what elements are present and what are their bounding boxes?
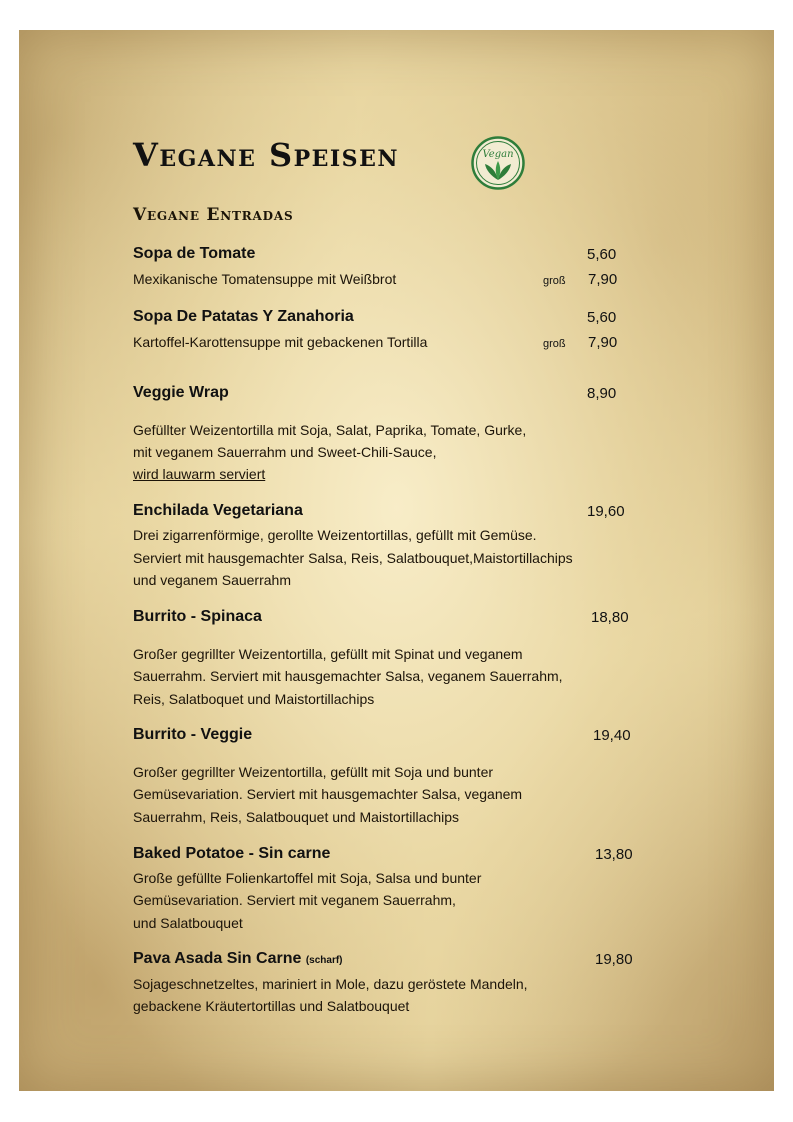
size-price: 7,90 xyxy=(588,271,618,288)
vegan-badge-icon xyxy=(471,136,525,190)
item-name: Burrito - Veggie xyxy=(133,726,253,743)
item-name: Baked Potatoe - Sin carne xyxy=(133,845,331,862)
item-description-line: Gemüsevariation. Serviert mit hausgemachter Salsa, veganem xyxy=(133,786,523,802)
item-description-line: mit veganem Sauerrahm und Sweet-Chili-Sauce, xyxy=(133,444,437,460)
item-name: Pava Asada Sin Carne xyxy=(133,950,302,967)
item-price: 19,40 xyxy=(593,727,631,744)
size-price: 7,90 xyxy=(588,334,618,351)
item-description-line: Gefüllter Weizentortilla mit Soja, Salat, Paprika, Tomate, Gurke, xyxy=(133,422,527,438)
item-description-line: und Salatbouquet xyxy=(133,915,243,931)
item-description-line: Gemüsevariation. Serviert mit veganem Sauerrahm, xyxy=(133,892,456,908)
item-description-line: Sauerrahm, Reis, Salatbouquet und Maistortillachips xyxy=(133,809,460,825)
item-description-line: Drei zigarrenförmige, gerollte Weizentortillas, gefüllt mit Gemüse. xyxy=(133,527,537,543)
item-price: 8,90 xyxy=(587,385,617,402)
item-price: 19,80 xyxy=(595,951,633,968)
page-title: Vegane Speisen xyxy=(133,136,399,174)
item-name: Veggie Wrap xyxy=(133,384,229,401)
badge-label: Vegan xyxy=(482,149,514,160)
item-description-line: Sauerrahm. Serviert mit hausgemachter Salsa, veganem Sauerrahm, xyxy=(133,668,563,684)
item-description-line: Großer gegrillter Weizentortilla, gefüllt mit Soja und bunter xyxy=(133,764,494,780)
item-description-line: Serviert mit hausgemachter Salsa, Reis, Salatbouquet,Maistortillachips xyxy=(133,550,573,566)
item-price: 18,80 xyxy=(591,609,629,626)
item-description-line: Sojageschnetzeltes, mariniert in Mole, dazu geröstete Mandeln, xyxy=(133,976,528,992)
item-description: Kartoffel-Karottensuppe mit gebackenen Tortilla xyxy=(133,334,428,350)
section-title: Vegane Entradas xyxy=(133,205,294,225)
item-description-line: gebackene Kräutertortillas und Salatbouquet xyxy=(133,998,410,1014)
item-description-line: Große gefüllte Folienkartoffel mit Soja, Salsa und bunter xyxy=(133,870,482,886)
item-description-line: Reis, Salatboquet und Maistortillachips xyxy=(133,691,375,707)
size-label: groß xyxy=(543,338,566,350)
item-price: 5,60 xyxy=(587,246,617,263)
item-description-line: Großer gegrillter Weizentortilla, gefüllt mit Spinat und veganem xyxy=(133,646,523,662)
item-name: Sopa de Tomate xyxy=(133,245,256,262)
spicy-note: (scharf) xyxy=(305,955,343,966)
item-description-line: und veganem Sauerrahm xyxy=(133,572,291,588)
item-name-row xyxy=(133,950,343,968)
item-name: Burrito - Spinaca xyxy=(133,608,262,625)
item-price: 19,60 xyxy=(587,503,625,520)
item-description: Mexikanische Tomatensuppe mit Weißbrot xyxy=(133,271,397,287)
item-price: 13,80 xyxy=(595,846,633,863)
item-name: Enchilada Vegetariana xyxy=(133,502,303,519)
item-name: Sopa De Patatas Y Zanahoria xyxy=(133,308,354,325)
item-description-line: wird lauwarm serviert xyxy=(133,466,266,482)
item-price: 5,60 xyxy=(587,309,617,326)
size-label: groß xyxy=(543,275,566,287)
